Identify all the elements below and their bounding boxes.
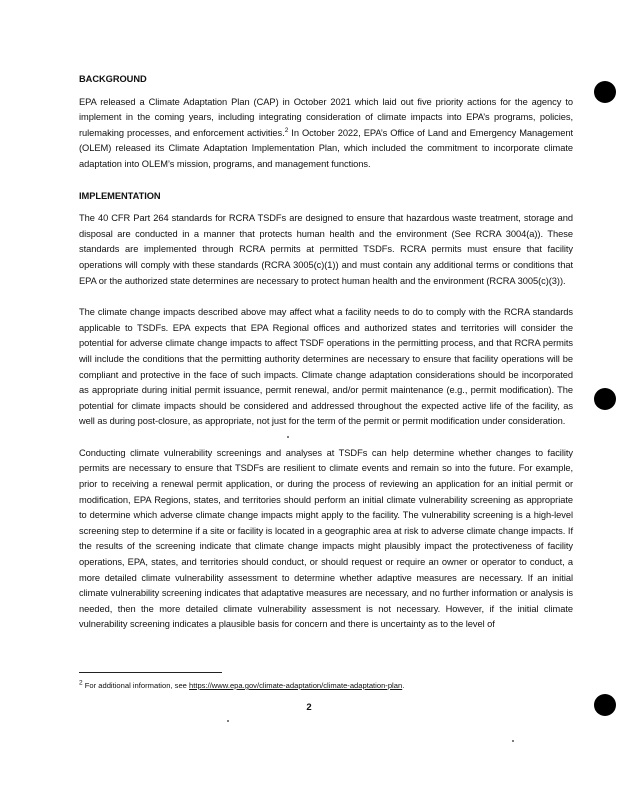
page-body (79, 72, 573, 641)
implementation-paragraph-2: The climate change impacts described above may affect what a facility needs to do to comply with the RCRA standards applicable to TSDFs. EPA expects that EPA Regional offices and authorized states and territories will consider the potential for adverse climate change impacts to affect TSDF operations in the permitting process, and that RCRA permits will include the conditions that the permitting authority determines are necessary to ensure that facility operations will be compliant and protective in the face of such impacts. Climate change adaptation considerations should be incorporated as appropriate during initial permit issuance, permit renewal, and/or permit maintenance (e.g., permit modification). The potential for climate impacts should be considered and addressed throughout the expected active life of the facility, as well as during post-closure, as appropriate, not just for the term of the permit or permit modification under consideration. (79, 307, 573, 427)
footnote-reference[interactable]: 2 (284, 126, 289, 134)
background-heading: BACKGROUND (79, 74, 147, 84)
implementation-paragraph-1: The 40 CFR Part 264 standards for RCRA TSDFs are designed to ensure that hazardous waste treatment, storage and disposal are conducted in a manner that protects human health and the environment (See RCRA 3004(a)). These standards are implemented through RCRA permits at permitted TSDFs. RCRA permits must ensure that facility operations will comply with these standards (RCRA 3005(c)(1)) and must contain any additional terms or conditions that EPA or the authorized state determines are necessary to protect human health and the environment (RCRA 3005(c)(3)). (79, 213, 573, 286)
footnote-marker: 2 (79, 679, 83, 687)
page-number: 2 (306, 702, 312, 713)
background-paragraph (79, 95, 573, 173)
footnote (79, 680, 573, 692)
footnote-divider (79, 672, 222, 673)
scan-speck (512, 740, 514, 742)
punch-hole-middle (594, 388, 616, 410)
footnote-text: For additional information, see (84, 681, 190, 690)
punch-hole-top (594, 81, 616, 103)
scan-speck (287, 436, 289, 438)
implementation-heading: IMPLEMENTATION (79, 190, 161, 201)
background-paragraph-text: EPA released a Climate Adaptation Plan (CAP) in October 2021 which laid out five priority actions for the agency to implement in the coming years, including integrating consideration of climate impacts into EPA’s programs, policies, rulemaking processes, and enforcement activities. (79, 96, 573, 138)
background-paragraph-continued: In October 2022, EPA’s Office of Land and Emergency Management (OLEM) released its Climate Adaptation Implementation Plan, which included the commitment to incorporate climate adaptation into OLEM’s mission, programs, and management functions. (79, 127, 574, 169)
footnote-link[interactable]: https://www.epa.gov/climate-adaptation/climate-adaptation-plan (189, 681, 403, 690)
implementation-paragraph-3: Conducting climate vulnerability screenings and analyses at TSDFs can help determine whether changes to facility permits are necessary to ensure that TSDFs are resilient to climate events and remain so into the future. For example, prior to receiving a renewal permit application, or during the process of reviewing an application for an initial permit or modification, EPA Regions, states, and territories should perform an initial climate vulnerability screening as appropriate to determine which adverse climate change impacts might apply to the facility. The vulnerability screening is a high-level screening step to determine if a site or facility is located in a geographic area at risk to adverse climate change impacts. If the results of the screening indicate that climate change impacts might plausibly impact the protectiveness of facility operations, EPA, states, and territories should conduct, or should request or require an owner or operator to conduct, a more detailed climate vulnerability assessment to determine whether adaptive measures are necessary. If an initial climate vulnerability screening indicates that adaptative measures are necessary, and no further information or analysis is needed, then the more detailed climate vulnerability assessment is not necessary. However, if the initial climate vulnerability screening indicates a plausible basis for concern and there is uncertainty as to the level of (79, 447, 573, 630)
scan-speck (227, 720, 229, 722)
punch-hole-bottom (594, 694, 616, 716)
footnote-trailing: . (402, 681, 405, 690)
